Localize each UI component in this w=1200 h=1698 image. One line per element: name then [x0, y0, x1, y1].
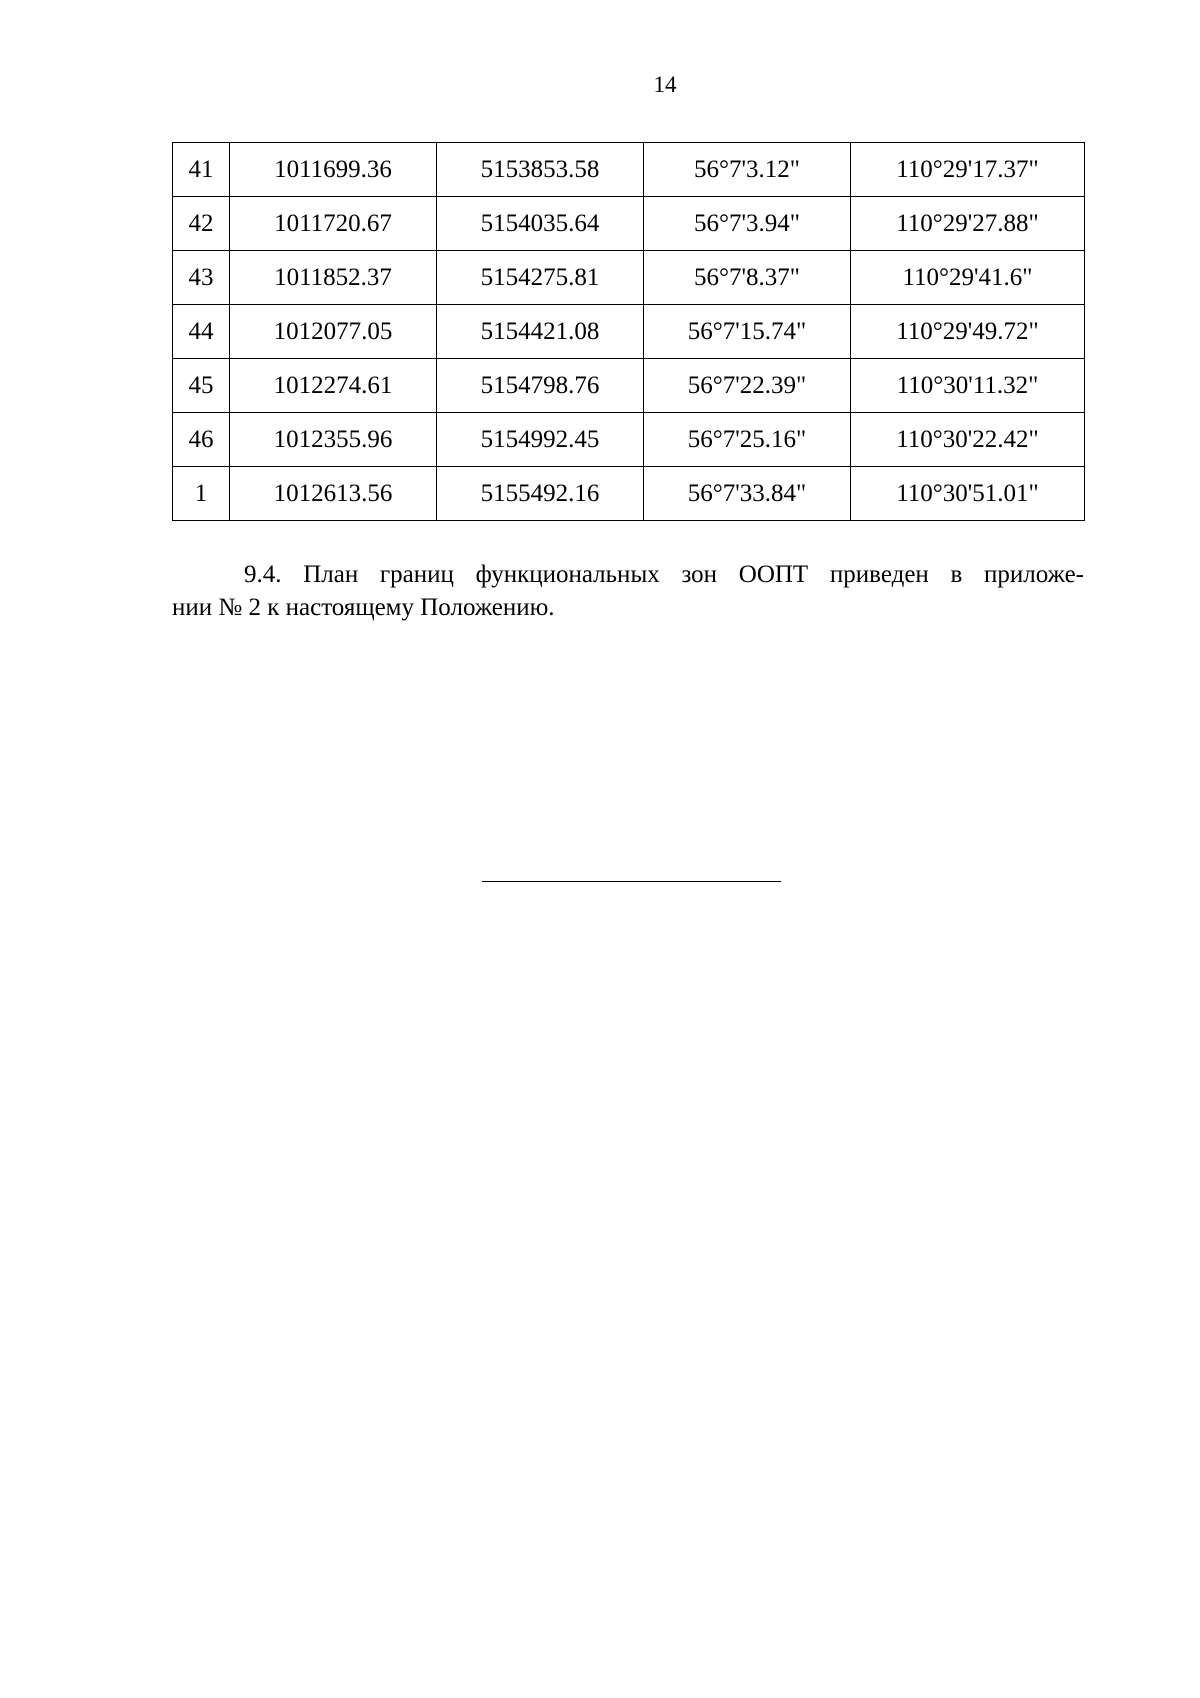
- x-coordinate-cell: 1011699.36: [230, 143, 437, 197]
- point-number-cell: 42: [173, 197, 230, 251]
- point-number-cell: 43: [173, 251, 230, 305]
- longitude-cell: 110°30'11.32": [851, 359, 1085, 413]
- page-number: 14: [653, 72, 677, 97]
- point-number-cell: 46: [173, 413, 230, 467]
- table-row: [173, 305, 1085, 359]
- longitude-cell: 110°29'41.6": [851, 251, 1085, 305]
- table-row: [173, 251, 1085, 305]
- y-coordinate-cell: 5154035.64: [437, 197, 644, 251]
- table-row: [173, 197, 1085, 251]
- y-coordinate-cell: 5155492.16: [437, 467, 644, 521]
- end-of-document-rule: [482, 881, 781, 882]
- paragraph-line: 9.4. План границ функциональных зон ООПТ приведен в приложе-: [244, 561, 1084, 588]
- table-row: [173, 413, 1085, 467]
- point-number-cell: 44: [173, 305, 230, 359]
- y-coordinate-cell: 5154992.45: [437, 413, 644, 467]
- longitude-cell: 110°30'22.42": [851, 413, 1085, 467]
- latitude-cell: 56°7'25.16": [644, 413, 851, 467]
- longitude-cell: 110°29'17.37": [851, 143, 1085, 197]
- x-coordinate-cell: 1011852.37: [230, 251, 437, 305]
- latitude-cell: 56°7'8.37": [644, 251, 851, 305]
- body-paragraph: [172, 558, 1084, 624]
- page-header: [0, 72, 1200, 98]
- x-coordinate-cell: 1012613.56: [230, 467, 437, 521]
- y-coordinate-cell: 5154421.08: [437, 305, 644, 359]
- x-coordinate-cell: 1012355.96: [230, 413, 437, 467]
- point-number-cell: 45: [173, 359, 230, 413]
- longitude-cell: 110°29'27.88": [851, 197, 1085, 251]
- longitude-cell: 110°30'51.01": [851, 467, 1085, 521]
- x-coordinate-cell: 1011720.67: [230, 197, 437, 251]
- y-coordinate-cell: 5153853.58: [437, 143, 644, 197]
- coordinates-table: [172, 142, 1085, 521]
- y-coordinate-cell: 5154275.81: [437, 251, 644, 305]
- point-number-cell: 1: [173, 467, 230, 521]
- latitude-cell: 56°7'15.74": [644, 305, 851, 359]
- latitude-cell: 56°7'3.94": [644, 197, 851, 251]
- table-row: [173, 467, 1085, 521]
- x-coordinate-cell: 1012274.61: [230, 359, 437, 413]
- longitude-cell: 110°29'49.72": [851, 305, 1085, 359]
- x-coordinate-cell: 1012077.05: [230, 305, 437, 359]
- table-row: [173, 143, 1085, 197]
- table-row: [173, 359, 1085, 413]
- latitude-cell: 56°7'3.12": [644, 143, 851, 197]
- paragraph-line: нии № 2 к настоящему Положению.: [172, 594, 555, 621]
- y-coordinate-cell: 5154798.76: [437, 359, 644, 413]
- point-number-cell: 41: [173, 143, 230, 197]
- latitude-cell: 56°7'33.84": [644, 467, 851, 521]
- latitude-cell: 56°7'22.39": [644, 359, 851, 413]
